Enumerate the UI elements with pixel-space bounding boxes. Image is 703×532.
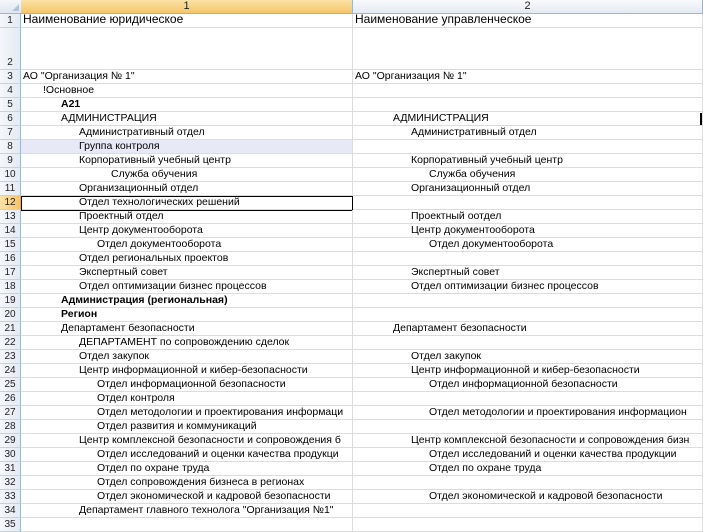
row-number: 21: [4, 323, 16, 334]
cell-text: Организационный отдел: [79, 182, 199, 194]
cell-col-2[interactable]: [353, 350, 703, 364]
row-header[interactable]: [0, 294, 21, 308]
row-number: 13: [4, 211, 16, 222]
table-row: [0, 280, 703, 294]
cell-text: ДЕПАРТАМЕНТ по сопровождению сделок: [79, 336, 290, 348]
row-number: 7: [7, 127, 13, 138]
row-header[interactable]: [0, 210, 21, 224]
row-number: 1: [7, 15, 13, 26]
cell-text: Отдел информационной безопасности: [97, 378, 286, 390]
row-header[interactable]: [0, 448, 21, 462]
row-header[interactable]: [0, 462, 21, 476]
cell-text: Административный отдел: [411, 126, 537, 138]
row-header[interactable]: [0, 490, 21, 504]
select-all-button[interactable]: [0, 0, 22, 14]
cell-col-2[interactable]: [353, 406, 703, 420]
cell-col-2[interactable]: [353, 84, 703, 98]
cell-col-1[interactable]: [21, 350, 353, 364]
cell-col-1[interactable]: [21, 280, 353, 294]
table-row: [0, 322, 703, 336]
cell-text: Отдел исследований и оценки качества продукции: [429, 448, 677, 460]
row-header[interactable]: [0, 322, 21, 336]
row-number: 28: [4, 421, 16, 432]
cell-text: Административный отдел: [79, 126, 205, 138]
table-row: [0, 112, 703, 126]
row-header[interactable]: [0, 252, 21, 266]
table-row: [0, 406, 703, 420]
cell-col-2[interactable]: [353, 98, 703, 112]
table-row: [0, 462, 703, 476]
row-header[interactable]: [0, 378, 21, 392]
cell-text: Корпоративный учебный центр: [411, 154, 563, 166]
cell-text: Центр документооборота: [79, 224, 203, 236]
cell-text: Служба обучения: [429, 168, 516, 180]
table-row: [0, 98, 703, 112]
cell-col-1[interactable]: [21, 462, 353, 476]
column-header-2[interactable]: 2: [353, 0, 703, 14]
cell-col-2[interactable]: [353, 308, 703, 322]
row-number: 31: [4, 463, 16, 474]
cell-col-2[interactable]: [353, 14, 703, 28]
cell-text: Наименование управленческое: [355, 14, 532, 26]
cell-col-2[interactable]: [353, 280, 703, 294]
row-header[interactable]: [0, 266, 21, 280]
cell-col-1[interactable]: [21, 252, 353, 266]
cell-col-2[interactable]: [353, 504, 703, 518]
cell-text: Отдел методологии и проектирования информацион: [429, 406, 687, 418]
row-number: 10: [4, 169, 16, 180]
cell-text: Корпоративный учебный центр: [79, 154, 231, 166]
cell-text: Отдел по охране труда: [429, 462, 542, 474]
cell-col-1[interactable]: [21, 476, 353, 490]
cell-col-2[interactable]: [353, 238, 703, 252]
cell-col-2[interactable]: [353, 224, 703, 238]
cell-col-2[interactable]: [353, 392, 703, 406]
cell-text: Департамент безопасности: [393, 322, 527, 334]
table-row: [0, 168, 703, 182]
cell-text: Отдел методологии и проектирования информаци: [97, 406, 344, 418]
row-number: 23: [4, 351, 16, 362]
table-row: [0, 266, 703, 280]
table-row: [0, 154, 703, 168]
row-header[interactable]: [0, 182, 21, 196]
cell-col-2[interactable]: [353, 70, 703, 84]
row-number: 32: [4, 477, 16, 488]
cell-col-2[interactable]: [353, 294, 703, 308]
cell-col-2[interactable]: [353, 266, 703, 280]
cell-text: Отдел информационной безопасности: [429, 378, 618, 390]
cell-text: Отдел оптимизации бизнес процессов: [79, 280, 267, 292]
table-row: [0, 126, 703, 140]
cell-text: АО "Организация № 1": [355, 70, 467, 82]
row-header[interactable]: [0, 196, 21, 210]
row-number: 29: [4, 435, 16, 446]
cell-col-2[interactable]: [353, 476, 703, 490]
cell-text: Экспертный совет: [411, 266, 500, 278]
cell-col-2[interactable]: [353, 518, 703, 532]
row-number: 9: [7, 155, 13, 166]
cell-col-2[interactable]: [353, 182, 703, 196]
row-number: 2: [7, 57, 13, 68]
row-number: 15: [4, 239, 16, 250]
cell-col-1[interactable]: [21, 434, 353, 448]
row-number: 34: [4, 505, 16, 516]
cell-col-2[interactable]: [353, 336, 703, 350]
cell-col-1[interactable]: [21, 420, 353, 434]
cell-col-2[interactable]: [353, 490, 703, 504]
cell-text: Организационный отдел: [411, 182, 531, 194]
cell-col-2[interactable]: [353, 168, 703, 182]
cell-col-2[interactable]: [353, 210, 703, 224]
cell-text: Отдел документооборота: [429, 238, 554, 250]
cell-col-1[interactable]: [21, 406, 353, 420]
cell-col-2[interactable]: [353, 196, 703, 210]
row-number: 27: [4, 407, 16, 418]
cell-col-1[interactable]: [21, 378, 353, 392]
cell-text: Отдел экономической и кадровой безопасности: [429, 490, 663, 502]
row-number: 20: [4, 309, 16, 320]
row-number: 12: [4, 197, 16, 208]
row-header[interactable]: [0, 336, 21, 350]
row-number: 19: [4, 295, 16, 306]
cell-col-2[interactable]: [353, 140, 703, 154]
cell-text: Экспертный совет: [79, 266, 168, 278]
row-number: 33: [4, 491, 16, 502]
cell-text: Отдел контроля: [97, 392, 175, 404]
cell-col-2[interactable]: [353, 420, 703, 434]
row-header[interactable]: [0, 364, 21, 378]
cell-col-1[interactable]: [21, 126, 353, 140]
cell-text: !Основное: [43, 84, 95, 96]
cell-col-1[interactable]: [21, 448, 353, 462]
cell-text: Отдел экономической и кадровой безопасности: [97, 490, 331, 502]
cell-text: Центр комплексной безопасности и сопровождения б: [79, 434, 341, 446]
row-number: 25: [4, 379, 16, 390]
table-row: [0, 420, 703, 434]
cell-text: Департамент безопасности: [61, 322, 195, 334]
cell-text: Отдел закупок: [411, 350, 482, 362]
row-number: 22: [4, 337, 16, 348]
cell-col-1[interactable]: [21, 238, 353, 252]
cell-col-1[interactable]: [21, 98, 353, 112]
column-header-1[interactable]: 1: [21, 0, 353, 14]
row-header[interactable]: [0, 476, 21, 490]
table-row: [0, 140, 703, 154]
cell-col-2[interactable]: [353, 112, 703, 126]
cell-col-2[interactable]: [353, 28, 703, 70]
row-header[interactable]: [0, 238, 21, 252]
table-row: [0, 210, 703, 224]
cell-col-1[interactable]: [21, 182, 353, 196]
cell-col-2[interactable]: [353, 462, 703, 476]
cell-edge-marker: [700, 113, 702, 125]
table-row: [0, 182, 703, 196]
cell-col-1[interactable]: [21, 518, 353, 532]
cell-col-1[interactable]: [21, 266, 353, 280]
cell-text: Служба обучения: [111, 168, 198, 180]
cell-text: Отдел региональных проектов: [79, 252, 229, 264]
cell-text: Отдел документооборота: [97, 238, 222, 250]
cell-text: Регион: [61, 308, 98, 320]
cell-col-2[interactable]: [353, 322, 703, 336]
cell-text: Отдел развития и коммуникаций: [97, 420, 257, 432]
row-header[interactable]: [0, 112, 21, 126]
row-header[interactable]: [0, 504, 21, 518]
row-number: 11: [4, 183, 16, 194]
row-header[interactable]: [0, 308, 21, 322]
table-row: [0, 294, 703, 308]
cell-col-1[interactable]: [21, 28, 353, 70]
cell-text: Центр информационной и кибер-безопасности: [411, 364, 640, 376]
table-row: [0, 252, 703, 266]
row-number: 30: [4, 449, 16, 460]
table-row: [0, 224, 703, 238]
cell-col-2[interactable]: [353, 252, 703, 266]
table-row: [0, 84, 703, 98]
cell-text: Отдел закупок: [79, 350, 150, 362]
row-header[interactable]: [0, 84, 21, 98]
table-row: [0, 518, 703, 532]
row-header[interactable]: [0, 224, 21, 238]
cell-text: Отдел исследований и оценки качества продукци: [97, 448, 339, 460]
cell-col-1[interactable]: [21, 112, 353, 126]
cell-col-1[interactable]: [21, 168, 353, 182]
row-number: 26: [4, 393, 16, 404]
cell-col-1[interactable]: [21, 364, 353, 378]
cell-col-2[interactable]: [353, 378, 703, 392]
row-header[interactable]: [0, 140, 21, 154]
row-header[interactable]: [0, 14, 21, 28]
select-all-triangle-icon: [12, 4, 19, 11]
row-number: 4: [7, 85, 13, 96]
cell-col-2[interactable]: [353, 126, 703, 140]
cell-col-2[interactable]: [353, 364, 703, 378]
row-header[interactable]: [0, 420, 21, 434]
row-number: 18: [4, 281, 16, 292]
row-header[interactable]: [0, 350, 21, 364]
row-number: 6: [7, 113, 13, 124]
row-header[interactable]: [0, 406, 21, 420]
cell-col-1[interactable]: [21, 140, 353, 154]
cell-col-1[interactable]: [21, 490, 353, 504]
cell-col-1[interactable]: [21, 14, 353, 28]
table-row: [0, 490, 703, 504]
row-number: 16: [4, 253, 16, 264]
row-header[interactable]: [0, 168, 21, 182]
cell-col-1[interactable]: [21, 336, 353, 350]
cell-col-1[interactable]: [21, 224, 353, 238]
table-row: [0, 392, 703, 406]
cell-text: Отдел сопровождения бизнеса в регионах: [97, 476, 305, 488]
cell-text: Проектный оотдел: [411, 210, 502, 222]
table-row: [0, 476, 703, 490]
cell-col-1[interactable]: [21, 70, 353, 84]
cell-col-1[interactable]: [21, 196, 353, 210]
cell-text: Центр информационной и кибер-безопасности: [79, 364, 308, 376]
cell-text: Администрация (региональная): [61, 294, 228, 306]
table-row: [0, 448, 703, 462]
table-row: [0, 238, 703, 252]
table-row: [0, 196, 703, 210]
table-row: [0, 28, 703, 70]
table-row: [0, 350, 703, 364]
cell-col-1[interactable]: [21, 308, 353, 322]
row-number: 5: [7, 99, 13, 110]
rows-container: [0, 14, 703, 532]
cell-col-1[interactable]: [21, 392, 353, 406]
cell-text: А21: [61, 98, 81, 110]
cell-text: Отдел технологических решений: [79, 196, 240, 208]
row-header[interactable]: [0, 280, 21, 294]
cell-text: Отдел оптимизации бизнес процессов: [411, 280, 599, 292]
row-number: 17: [4, 267, 16, 278]
cell-col-2[interactable]: [353, 434, 703, 448]
cell-col-1[interactable]: [21, 154, 353, 168]
cell-col-1[interactable]: [21, 210, 353, 224]
table-row: [0, 308, 703, 322]
row-number: 24: [4, 365, 16, 376]
cell-col-1[interactable]: [21, 504, 353, 518]
table-row: [0, 504, 703, 518]
table-row: [0, 336, 703, 350]
cell-text: Проектный отдел: [79, 210, 164, 222]
cell-text: АДМИНИСТРАЦИЯ: [393, 112, 489, 124]
cell-text: Отдел по охране труда: [97, 462, 210, 474]
cell-text: АДМИНИСТРАЦИЯ: [61, 112, 157, 124]
cell-text: Наименование юридическое: [23, 14, 184, 26]
row-header[interactable]: [0, 70, 21, 84]
cell-col-2[interactable]: [353, 448, 703, 462]
cell-text: Центр документооборота: [411, 224, 535, 236]
row-header[interactable]: [0, 154, 21, 168]
cell-col-1[interactable]: [21, 84, 353, 98]
row-header[interactable]: [0, 126, 21, 140]
cell-text: АО "Организация № 1": [23, 70, 135, 82]
row-header[interactable]: [0, 392, 21, 406]
table-row: [0, 364, 703, 378]
cell-col-2[interactable]: [353, 154, 703, 168]
cell-text: Центр комплексной безопасности и сопровождения бизн: [411, 434, 690, 446]
row-number: 14: [4, 225, 16, 236]
row-header[interactable]: [0, 434, 21, 448]
cell-text: Группа контроля: [79, 140, 160, 152]
table-row: [0, 70, 703, 84]
row-number: 35: [4, 519, 16, 530]
table-row: [0, 14, 703, 28]
row-header[interactable]: [0, 518, 21, 532]
row-header[interactable]: [0, 98, 21, 112]
table-row: [0, 378, 703, 392]
row-number: 3: [7, 71, 13, 82]
cell-col-1[interactable]: [21, 322, 353, 336]
cell-col-1[interactable]: [21, 294, 353, 308]
cell-text: Департамент главного технолога "Организация №1": [79, 504, 334, 516]
row-header[interactable]: [0, 28, 21, 70]
table-row: [0, 434, 703, 448]
row-number: 8: [7, 141, 13, 152]
